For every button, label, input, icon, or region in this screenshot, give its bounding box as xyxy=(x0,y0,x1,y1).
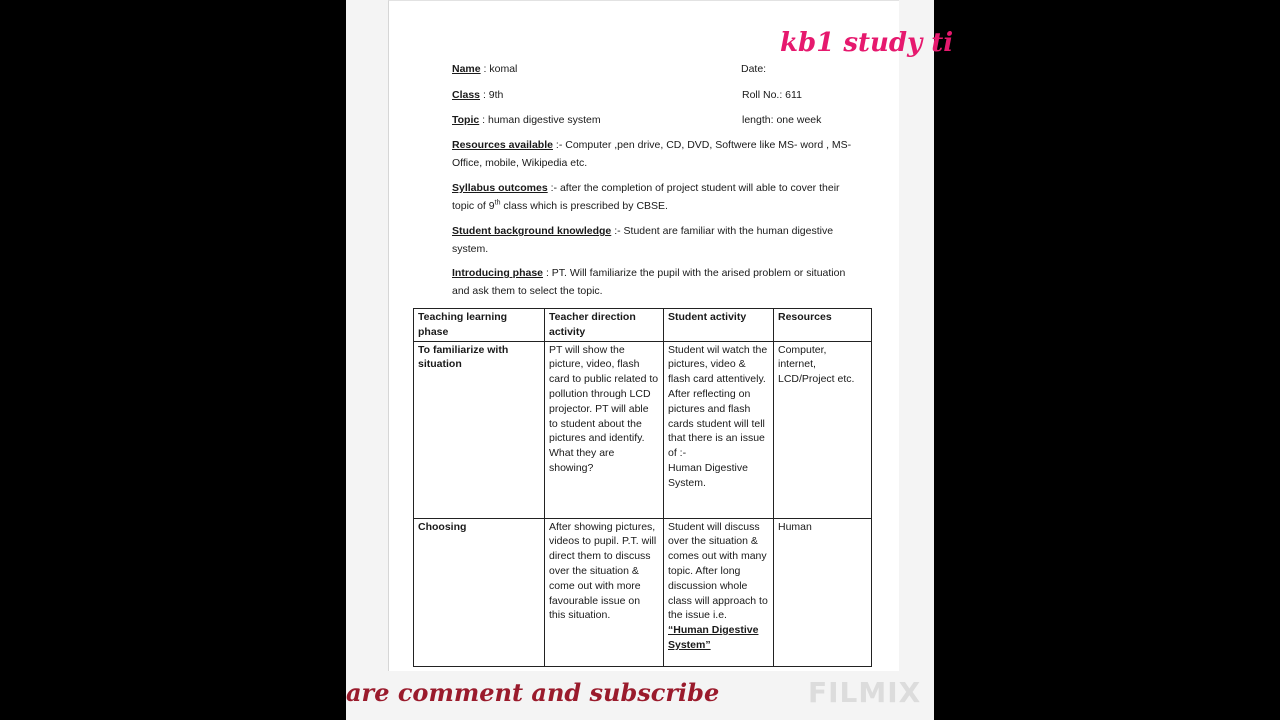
roll-number-field: Roll No.: 611 xyxy=(742,89,802,101)
table-row xyxy=(414,341,872,518)
column-header: Resources xyxy=(774,309,872,342)
topic-field: Topic : human digestive system xyxy=(452,114,601,126)
column-header: Teacher direction activity xyxy=(545,309,664,342)
phase-cell: To familiarize with situation xyxy=(414,341,545,518)
subscribe-overlay: are comment and subscribe xyxy=(346,678,720,707)
teacher-activity-cell: After showing pictures, videos to pupil. P.T. will direct them to discuss over the situation & come out with more favourable issue on this situation. xyxy=(545,518,664,666)
table-header-row xyxy=(414,309,872,342)
channel-name-overlay: kb1 study ti xyxy=(780,28,954,58)
date-field: Date: xyxy=(741,63,767,75)
background-paragraph: Student background knowledge :- Student are familiar with the human digestive system. xyxy=(452,225,834,255)
resources-cell: Human xyxy=(774,518,872,666)
phase-cell: Choosing xyxy=(414,518,545,666)
student-activity-cell: Student will discuss over the situation & comes out with many topic. After long discussion whole class will approach to the issue i.e. “Human Digestive System” xyxy=(664,518,774,666)
resources-cell: Computer, internet, LCD/Project etc. xyxy=(774,341,872,518)
introducing-paragraph: Introducing phase : PT. Will familiarize the pupil with the arised problem or situation and ask them to select the topic. xyxy=(452,267,846,297)
column-header: Student activity xyxy=(664,309,774,342)
filmix-watermark: FILMIX xyxy=(808,676,922,709)
name-field: Name : komal xyxy=(452,63,518,75)
teacher-activity-cell: PT will show the picture, video, flash card to public related to pollution through LCD projector. PT will able to student about the pictures and identify. What they are showing? xyxy=(545,341,664,518)
syllabus-paragraph: Syllabus outcomes :- after the completion of project student will able to cover their topic of 9th class which is prescribed by CBSE. xyxy=(452,182,840,212)
lesson-plan-table xyxy=(413,308,872,667)
resources-paragraph: Resources available :- Computer ,pen drive, CD, DVD, Softwere like MS- word , MS-Office, mobile, Wikipedia etc. xyxy=(452,139,852,169)
video-frame xyxy=(346,0,954,720)
length-field: length: one week xyxy=(742,114,822,126)
table-row xyxy=(414,518,872,666)
class-field: Class : 9th xyxy=(452,89,504,101)
student-activity-cell: Student wil watch the pictures, video & flash card attentively. After reflecting on pictures and flash cards student will tell that there is an issue of :- Human Digestive System. xyxy=(664,341,774,518)
column-header: Teaching learning phase xyxy=(414,309,545,342)
